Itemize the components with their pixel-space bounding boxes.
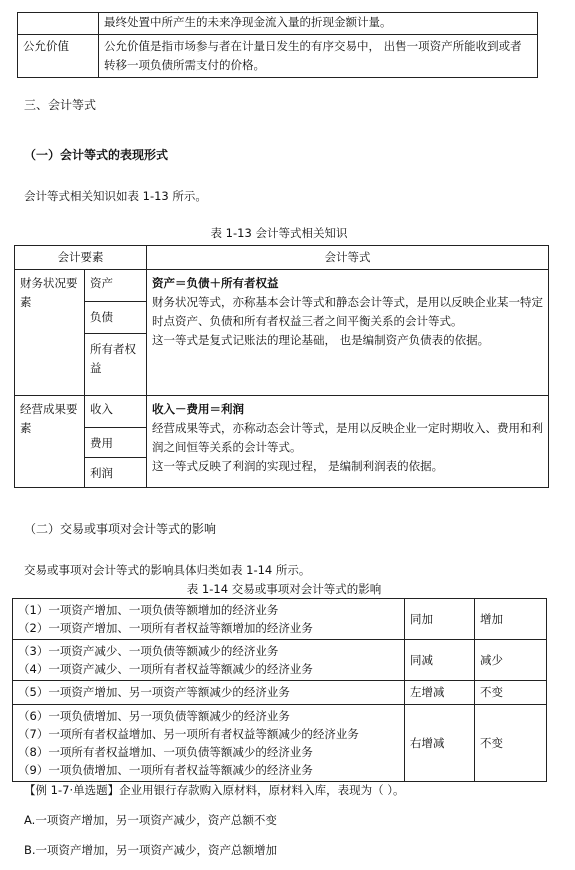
transaction-item: （2）一项资产增加、一项所有者权益等额增加的经济业务 bbox=[18, 621, 313, 635]
paragraph: 会计等式相关知识如表 1-13 所示。 bbox=[24, 189, 207, 203]
transaction-cell bbox=[13, 681, 405, 705]
equation-cell bbox=[147, 270, 549, 396]
table-caption: 表 1-13 会计等式相关知识 bbox=[210, 226, 348, 240]
element-cell: 利润 bbox=[85, 458, 147, 488]
side-cell: 右增减 bbox=[405, 705, 475, 782]
asset-measurement-table bbox=[17, 12, 538, 78]
header-cell: 会计等式 bbox=[147, 246, 549, 270]
transaction-item: （4）一项资产减少、一项所有者权益等额减少的经济业务 bbox=[18, 662, 313, 676]
transaction-item: （9）一项负债增加、一项所有者权益等额减少的经济业务 bbox=[18, 763, 313, 777]
table-cell: 公允价值是指市场参与者在计量日发生的有序交易中， 出售一项资产所能收到或者转移一项负债所需支付的价格。 bbox=[99, 35, 538, 78]
side-cell: 同加 bbox=[405, 599, 475, 640]
option-b: B.一项资产增加，另一项资产减少，资产总额增加 bbox=[24, 843, 278, 857]
table-row bbox=[13, 599, 547, 640]
header-cell: 会计要素 bbox=[15, 246, 147, 270]
effect-cell: 减少 bbox=[475, 640, 547, 681]
table-header-row bbox=[15, 246, 549, 270]
transaction-item: （8）一项所有者权益增加、一项负债等额减少的经济业务 bbox=[18, 745, 313, 759]
table-row bbox=[15, 396, 549, 428]
transaction-effect-table bbox=[12, 598, 547, 782]
equation-description: 这一等式反映了利润的实现过程， 是编制利润表的依据。 bbox=[152, 459, 444, 473]
equation-formula: 资产＝负债＋所有者权益 bbox=[152, 276, 279, 290]
accounting-equation-table bbox=[14, 245, 549, 488]
example-question: 【例 1-7·单选题】企业用银行存款购入原材料，原材料入库，表现为（ ）。 bbox=[24, 783, 405, 797]
effect-cell: 不变 bbox=[475, 705, 547, 782]
table-cell: 公允价值 bbox=[18, 35, 99, 78]
transaction-cell bbox=[13, 705, 405, 782]
section-heading: 三、会计等式 bbox=[24, 98, 97, 112]
transaction-item: （3）一项资产减少、一项负债等额减少的经济业务 bbox=[18, 644, 279, 658]
table-row bbox=[18, 13, 538, 35]
option-a: A.一项资产增加，另一项资产减少，资产总额不变 bbox=[24, 813, 277, 827]
transaction-item: （6）一项负债增加、另一项负债等额减少的经济业务 bbox=[18, 709, 290, 723]
equation-cell bbox=[147, 396, 549, 488]
element-cell: 负债 bbox=[85, 302, 147, 334]
element-cell: 费用 bbox=[85, 428, 147, 458]
group-label: 经营成果要素 bbox=[15, 396, 85, 488]
side-cell: 左增减 bbox=[405, 681, 475, 705]
equation-formula: 收入－费用＝利润 bbox=[152, 402, 244, 416]
transaction-item: （1）一项资产增加、一项负债等额增加的经济业务 bbox=[18, 603, 279, 617]
effect-cell: 增加 bbox=[475, 599, 547, 640]
subsection-heading: （一）会计等式的表现形式 bbox=[24, 148, 169, 162]
table-cell: 最终处置中所产生的未来净现金流入量的折现金额计量。 bbox=[99, 13, 538, 35]
element-cell: 资产 bbox=[85, 270, 147, 302]
element-cell: 收入 bbox=[85, 396, 147, 428]
transaction-cell bbox=[13, 599, 405, 640]
effect-cell: 不变 bbox=[475, 681, 547, 705]
equation-description: 这一等式是复式记账法的理论基础， 也是编制资产负债表的依据。 bbox=[152, 333, 490, 347]
equation-description: 经营成果等式，亦称动态会计等式，是用以反映企业一定时期收入、费用和利润之间恒等关系的会计等式。 bbox=[152, 421, 543, 454]
table-row bbox=[18, 35, 538, 78]
side-cell: 同减 bbox=[405, 640, 475, 681]
paragraph: 交易或事项对会计等式的影响具体归类如表 1-14 所示。 bbox=[24, 563, 311, 577]
transaction-cell bbox=[13, 640, 405, 681]
group-label: 财务状况要素 bbox=[15, 270, 85, 396]
element-cell: 所有者权益 bbox=[85, 334, 147, 396]
table-row bbox=[13, 705, 547, 782]
equation-description: 财务状况等式，亦称基本会计等式和静态会计等式，是用以反映企业某一特定时点资产、负债和所有者权益三者之间平衡关系的会计等式。 bbox=[152, 295, 543, 328]
table-row bbox=[13, 681, 547, 705]
subsection-heading: （二）交易或事项对会计等式的影响 bbox=[24, 522, 217, 536]
transaction-item: （7）一项所有者权益增加、另一项所有者权益等额减少的经济业务 bbox=[18, 727, 359, 741]
transaction-item: （5）一项资产增加、另一项资产等额减少的经济业务 bbox=[18, 685, 290, 699]
table-row bbox=[15, 270, 549, 302]
table-caption: 表 1-14 交易或事项对会计等式的影响 bbox=[186, 582, 382, 596]
table-row bbox=[13, 640, 547, 681]
